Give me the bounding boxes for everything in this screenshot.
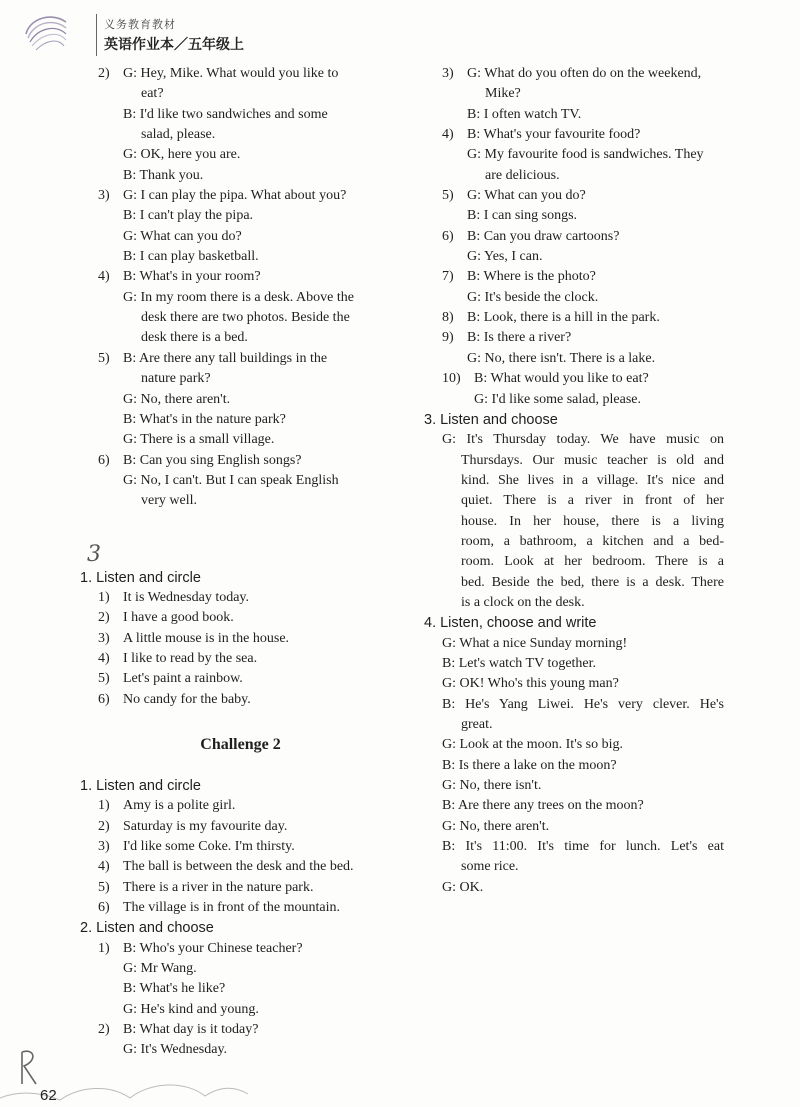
unit-number-mark [84,540,104,566]
list-item: 1) Amy is a polite girl. [98,798,236,814]
text-line: G: OK! Who's this young man? [442,676,619,692]
paragraph-line: room, a bathroom, a kitchen and a bed- [461,533,724,549]
text-line: G: In my room there is a desk. Above the [123,289,354,305]
paragraph-line: bed. Beside the bed, there is a desk. There [461,574,724,590]
paragraph-line: is a clock on the desk. [461,594,585,610]
text-line: B: I can sing songs. [467,208,578,224]
text-line: 9) B: Is there a river? [442,330,572,346]
section-heading: 2. Listen and choose [80,920,214,937]
list-item: 2) I have a good book. [98,610,234,626]
text-line: 6) B: Can you draw cartoons? [442,228,620,244]
text-line: G: It's beside the clock. [467,289,599,305]
text-line: G: No, there isn't. There is a lake. [467,350,656,366]
text-line: B: I'd like two sandwiches and some [123,106,328,122]
list-item: G: Mr Wang. [123,961,197,977]
text-line: B: Is there a lake on the moon? [442,757,617,773]
text-line: B: Let's watch TV together. [442,655,597,671]
svg-text:3: 3 [87,542,101,566]
text-line: B: I can't play the pipa. [123,208,254,224]
section-4-listen-choose-write [424,613,724,898]
list-item: G: He's kind and young. [123,1001,259,1017]
text-line: G: OK. [442,879,484,895]
text-line: G: What can you do? [123,228,242,244]
text-line: B: Thank you. [123,167,204,183]
text-line: G: OK, here you are. [123,147,241,163]
book-title: 英语作业本／五年级上 [104,37,244,53]
text-line: 5) B: Are there any tall buildings in the [98,350,328,366]
paragraph-line: Thursdays. Our music teacher is old and [461,452,724,468]
text-line: 5) G: What can you do? [442,188,586,204]
text-line: are delicious. [485,167,560,183]
list-item: 2) Saturday is my favourite day. [98,818,288,834]
section-2-dialogues [98,64,383,512]
text-line: 4) B: What's in your room? [98,269,261,285]
list-item: 1) It is Wednesday today. [98,589,250,605]
section-3-listen-and-choose [424,410,724,613]
text-line: great. [461,717,493,732]
text-line: B: It's 11:00. It's time for lunch. Let's eat [442,839,724,855]
text-line: some rice. [461,859,519,875]
text-line: G: No, there isn't. [442,778,542,794]
footer-cloud-decoration [0,1020,800,1107]
list-item: 5) There is a river in the nature park. [98,879,314,895]
right-column [424,64,724,898]
list-item: B: What's he like? [123,981,226,997]
text-line: 3) G: I can play the pipa. What about you? [98,188,347,204]
text-line: B: He's Yang Liwei. He's very clever. He's [442,696,724,712]
paragraph-line: G: It's Thursday today. We have music on [442,432,724,448]
paragraph-line: kind. She lives in a village. It's nice and [461,472,724,488]
text-line: G: My favourite food is sandwiches. They [467,147,704,163]
text-line: G: There is a small village. [123,432,275,448]
list-item: 3) A little mouse is in the house. [98,630,290,646]
page-number: 62 [40,1087,57,1104]
text-line: B: What's in the nature park? [123,411,286,427]
dialogues-continued [442,64,724,410]
text-line: 8) B: Look, there is a hill in the park. [442,310,660,326]
challenge-listen-and-circle [80,776,383,918]
section-heading: 1. Listen and circle [80,777,201,794]
paragraph-line: room. Look at her bedroom. There is a [461,554,724,570]
text-line: eat? [141,86,164,102]
text-line: 6) B: Can you sing English songs? [98,452,302,468]
text-line: B: I can play basketball. [123,249,259,265]
text-line: desk there is a bed. [141,330,248,346]
list-item: G: It's Wednesday. [123,1042,228,1058]
text-line: G: Look at the moon. It's so big. [442,737,624,753]
text-line: salad, please. [141,127,216,143]
list-item: 1) B: Who's your Chinese teacher? [98,940,303,956]
text-line: 3) G: What do you often do on the weekend, [442,66,702,81]
paragraph-line: quiet. There is a river in front of her [461,493,724,509]
list-item: 3) I'd like some Coke. I'm thirsty. [98,839,295,854]
text-line: G: I'd like some salad, please. [474,391,641,407]
text-line: B: I often watch TV. [467,106,582,122]
text-line: very well. [141,493,197,509]
list-item: 4) I like to read by the sea. [98,650,258,666]
text-line: 10) B: What would you like to eat? [442,371,649,387]
left-column [80,64,383,1061]
text-line: 4) B: What's your favourite food? [442,127,641,143]
text-line: 2) G: Hey, Mike. What would you like to [98,66,339,81]
text-line: G: Yes, I can. [467,249,543,265]
section-heading: 4. Listen, choose and write [424,615,597,632]
paragraph-line: house. In her house, there is a living [461,513,724,529]
publisher-logo-icon [22,12,70,56]
text-line: G: No, there aren't. [123,391,231,407]
text-line: nature park? [141,371,211,387]
text-line: G: No, I can't. But I can speak English [123,472,339,488]
list-item: 6) The village is in front of the mountain. [98,900,340,916]
text-line: 7) B: Where is the photo? [442,269,596,285]
page-header [22,8,322,58]
unit-3-listen-and-circle [80,568,383,710]
list-item: 2) B: What day is it today? [98,1022,259,1038]
text-line: G: What a nice Sunday morning! [442,635,628,651]
series-label: 义务教育教材 [104,18,176,31]
text-line: desk there are two photos. Beside the [141,310,350,326]
section-heading: 1. Listen and circle [80,569,201,586]
list-item: 5) Let's paint a rainbow. [98,671,243,687]
list-item: 4) The ball is between the desk and the bed. [98,859,354,875]
text-line: G: No, there aren't. [442,818,550,834]
header-divider [96,14,97,56]
section-heading: 3. Listen and choose [424,411,558,428]
list-item: 6) No candy for the baby. [98,691,251,707]
text-line: Mike? [485,86,521,102]
challenge-title: Challenge 2 [200,735,281,753]
text-line: B: Are there any trees on the moon? [442,798,644,814]
